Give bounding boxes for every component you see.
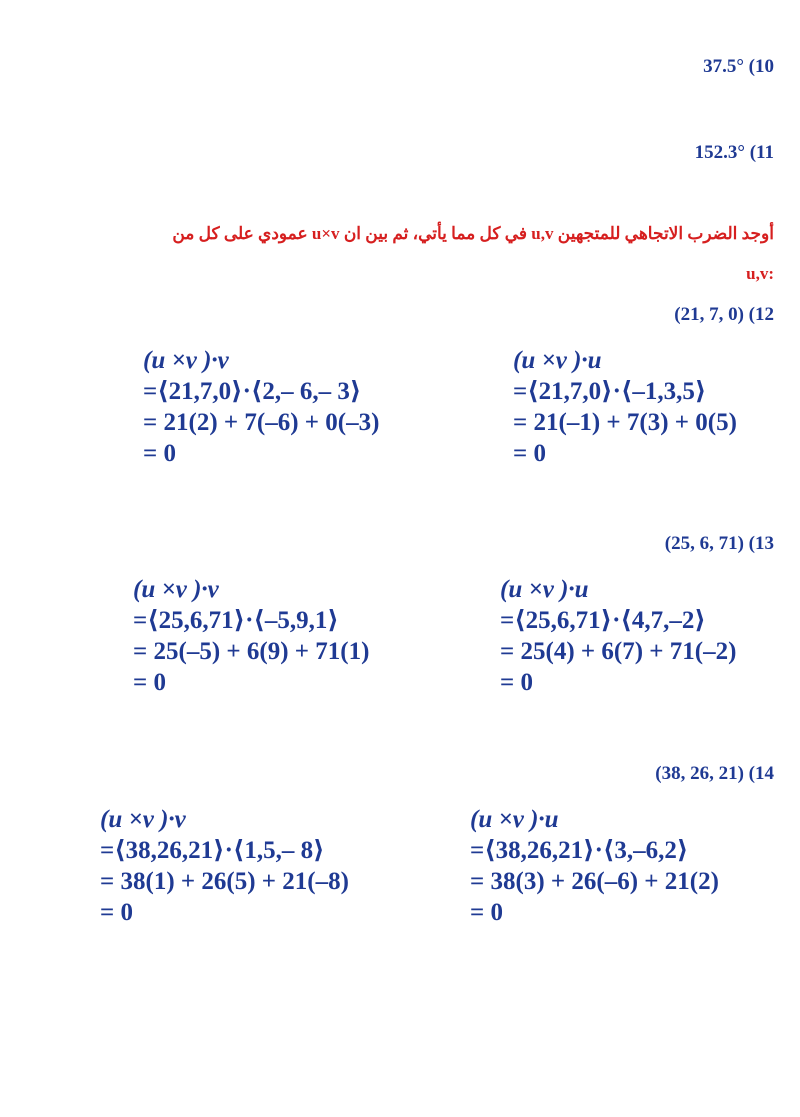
problem-12-right-solution (513, 345, 737, 469)
solution-line: = 0 (100, 899, 133, 926)
solution-line: = 21(–1) + 7(3) + 0(5) (513, 409, 737, 436)
solution-line: (u ×v )·v (100, 806, 186, 833)
solution-line: = 0 (143, 440, 176, 467)
solution-line: (u ×v )·u (500, 576, 589, 603)
answer-10: 37.5° (10 (703, 56, 774, 77)
solution-line: = 0 (500, 669, 533, 696)
solution-line: =⟨25,6,71⟩·⟨4,7,–2⟩ (500, 607, 706, 634)
problem-13-left-solution (133, 574, 369, 698)
solution-line: =⟨21,7,0⟩·⟨2,– 6,– 3⟩ (143, 378, 362, 405)
question-line-1: أوجد الضرب الاتجاهي للمتجهين u,v في كل مما يأتي، ثم بين ان u×v عمودي على كل من (172, 224, 774, 243)
problem-13-label: (25, 6, 71) (13 (664, 533, 774, 554)
solution-line: (u ×v )·v (133, 576, 219, 603)
solution-line: = 21(2) + 7(–6) + 0(–3) (143, 409, 380, 436)
solution-line: =⟨38,26,21⟩·⟨3,–6,2⟩ (470, 837, 689, 864)
solution-line: = 0 (133, 669, 166, 696)
solution-line: (u ×v )·u (470, 806, 559, 833)
solution-line: = 38(1) + 26(5) + 21(–8) (100, 868, 349, 895)
solution-line: = 25(4) + 6(7) + 71(–2) (500, 638, 737, 665)
solution-line: =⟨21,7,0⟩·⟨–1,3,5⟩ (513, 378, 707, 405)
solution-line: = 25(–5) + 6(9) + 71(1) (133, 638, 370, 665)
solution-line: =⟨38,26,21⟩·⟨1,5,– 8⟩ (100, 837, 325, 864)
answer-11: 152.3° (11 (694, 142, 774, 163)
question-line-2: :u,v (746, 264, 774, 283)
solution-line: (u ×v )·v (143, 347, 229, 374)
solution-line: = 0 (513, 440, 546, 467)
solution-line: =⟨25,6,71⟩·⟨–5,9,1⟩ (133, 607, 339, 634)
solution-line: = 0 (470, 899, 503, 926)
solution-line: = 38(3) + 26(–6) + 21(2) (470, 868, 719, 895)
problem-14-left-solution (100, 804, 349, 928)
problem-13-right-solution (500, 574, 736, 698)
problem-12-left-solution (143, 345, 379, 469)
problem-14-label: (38, 26, 21) (14 (655, 763, 774, 784)
problem-14-right-solution (470, 804, 719, 928)
problem-12-label: (21, 7, 0) (12 (674, 304, 774, 325)
solution-line: (u ×v )·u (513, 347, 602, 374)
